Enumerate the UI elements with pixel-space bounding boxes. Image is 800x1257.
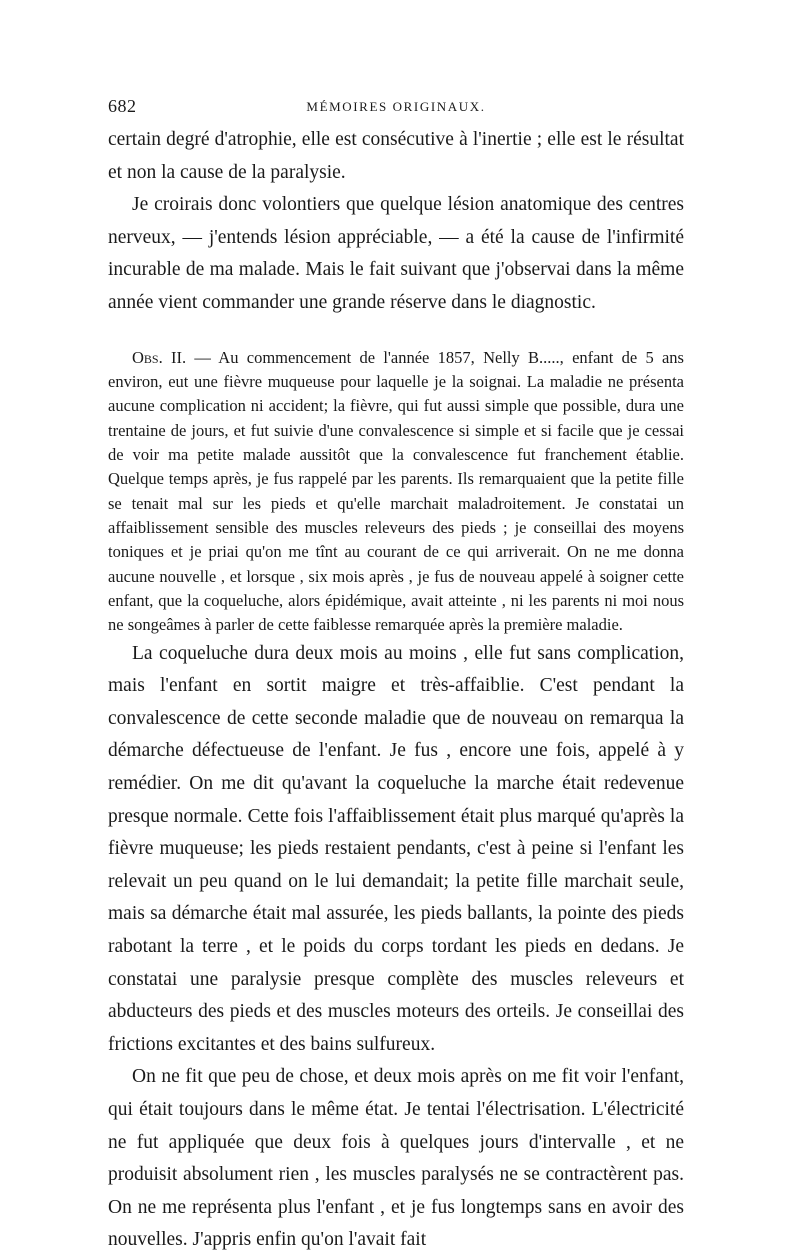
paragraph-diagnosis: Je croirais donc volontiers que quelque lésion anatomique des centres nerveux, — j'entends lésion appréciable, — a été la cause de l'infirmité incurable de ma malade. Mais le fait suivant que j'observai dans la même année vient commander une grande réserve dans le diagnostic. [108, 194, 684, 313]
running-title: MÉMOIRES ORIGINAUX. [306, 99, 486, 114]
paragraph-continuation: certain degré d'atrophie, elle est consécutive à l'inertie ; elle est le résultat et non la cause de la paralysie. [108, 129, 684, 183]
observation-paragraph [108, 346, 684, 638]
paragraph-whooping-cough: La coqueluche dura deux mois au moins , elle fut sans complication, mais l'enfant en sortit maigre et très-affaiblie. C'est pendant la convalescence de cette seconde maladie que de nouveau on remarqua la démarche défectueuse de l'enfant. Je fus , encore une fois, appelé à y remédier. On me dit qu'avant la coqueluche la marche était redevenue presque normale. Cette fois l'affaiblissement était plus marqué qu'après la fièvre muqueuse; les pieds restaient pendants, c'est à peine si l'enfant les relevait un peu quand on le lui demandait; la petite fille marchait seule, mais sa démarche était mal assurée, les pieds ballants, la pointe des pieds rabotant la terre , et le poids du corps tordant les pieds en dedans. Je constatai une paralysie presque complète des muscles releveurs et abducteurs des pieds et des muscles moteurs des orteils. Je conseillai des frictions excitantes et des bains sulfureux. [108, 642, 684, 1055]
page-number: 682 [108, 96, 137, 116]
observation-label: Obs. II. [132, 347, 187, 367]
observation-text: — Au commencement de l'année 1857, Nelly B....., enfant de 5 ans environ, eut une fièvre muqueuse pour laquelle je la soignai. La maladie ne présenta aucune complication ni accident; la fièvre, qui fut aussi simple que possible, dura une trentaine de jours, et fut suivie d'une convalescence si simple et si facile que je cessai de voir ma petite malade aussitôt que la convalescence fut franchement établie. Quelque temps après, je fus rappelé par les parents. Ils remarquaient que la petite fille se tenait mal sur les pieds et qu'elle marchait maladroitement. Je constatai un affaiblissement sensible des muscles releveurs des pieds ; je conseillai des moyens toniques et je priai qu'on me tînt au courant de ce qui arriverait. On ne me donna aucune nouvelle , et lorsque , six mois après , je fus de nouveau appelé à soigner cette enfant, que la coqueluche, alors épidémique, avait atteinte , ni les parents ni moi nous ne songeâmes à parler de cette faiblesse remarquée après la première maladie. [108, 347, 684, 635]
page-header [108, 96, 684, 120]
book-page [108, 96, 684, 1257]
paragraph-electrisation: On ne fit que peu de chose, et deux mois après on me fit voir l'enfant, qui était toujours dans le même état. Je tentai l'électrisation. L'électricité ne fut appliquée que deux fois à quelques jours d'intervalle , et ne produisit absolument rien , les muscles paralysés ne se contractèrent pas. On ne me représenta plus l'enfant , et je fus longtemps sans en avoir des nouvelles. J'appris enfin qu'on l'avait fait [108, 1066, 684, 1251]
